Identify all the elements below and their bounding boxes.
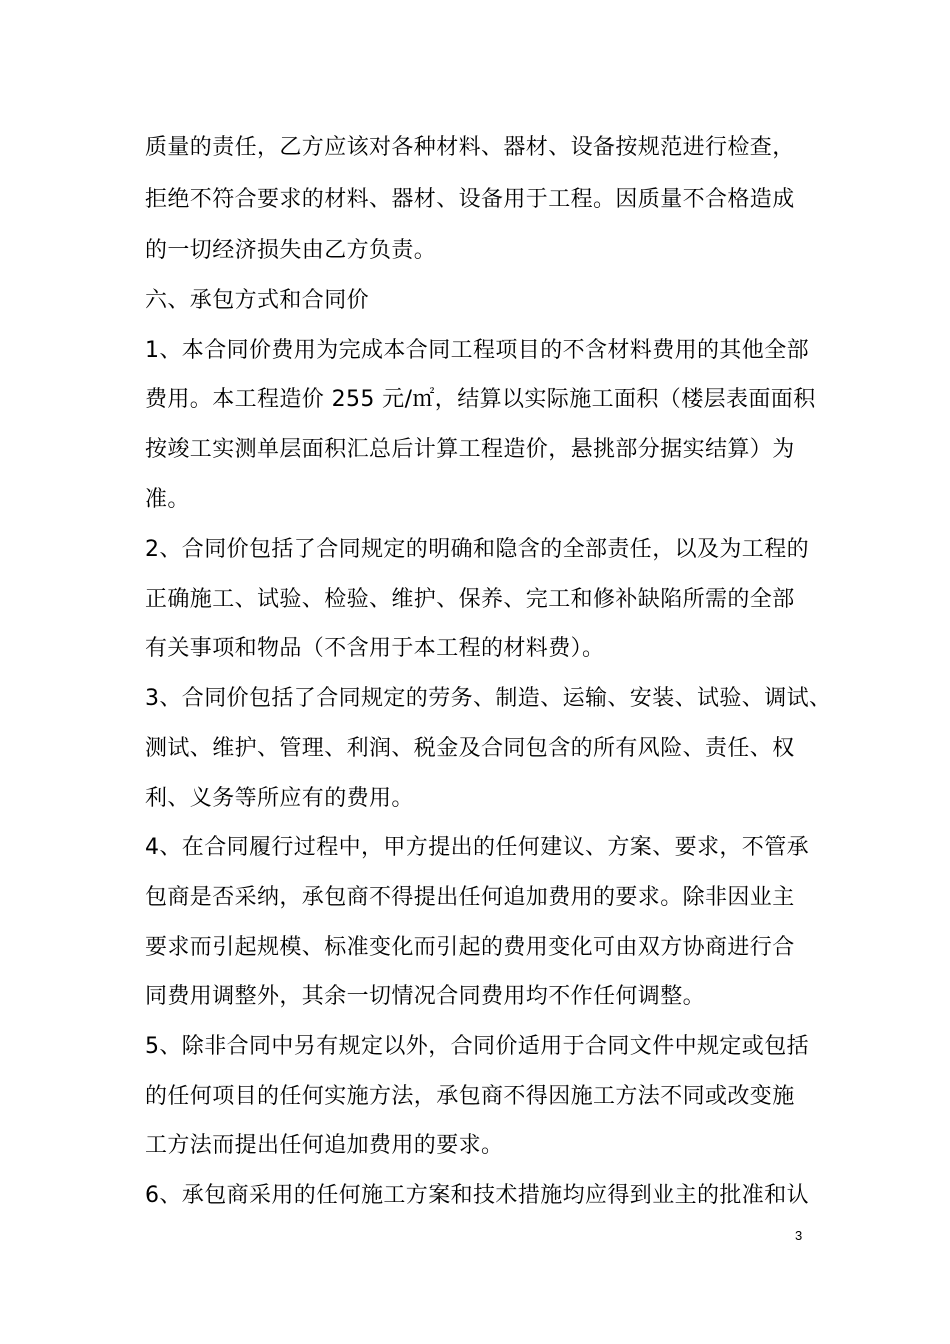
text-line: 的一切经济损失由乙方负责。 [145, 238, 437, 263]
text-line: 4、在合同履行过程中，甲方提出的任何建议、方案、要求，不管承 [145, 835, 809, 860]
text-line: 质量的责任，乙方应该对各种材料、器材、设备按规范进行检查， [145, 135, 795, 160]
text-line: 包商是否采纳，承包商不得提出任何追加费用的要求。除非因业主 [145, 885, 795, 910]
text-line: 要求而引起规模、标准变化而引起的费用变化可由双方协商进行合 [145, 935, 795, 960]
text-line: 利、义务等所应有的费用。 [145, 786, 414, 811]
text-line: 1、本合同价费用为完成本合同工程项目的不含材料费用的其他全部 [145, 338, 809, 363]
text-line: 按竣工实测单层面积汇总后计算工程造价，悬挑部分据实结算）为 [145, 437, 795, 462]
section-heading: 六、承包方式和合同价 [145, 288, 370, 313]
text-line: 2、合同价包括了合同规定的明确和隐含的全部责任，以及为工程的 [145, 537, 809, 562]
text-line: 5、除非合同中另有规定以外，合同价适用于合同文件中规定或包括 [145, 1034, 809, 1059]
text-line: 同费用调整外，其余一切情况合同费用均不作任何调整。 [145, 984, 706, 1009]
text-line: 的任何项目的任何实施方法，承包商不得因施工方法不同或改变施 [145, 1084, 795, 1109]
text-line: 6、承包商采用的任何施工方案和技术措施均应得到业主的批准和认 [145, 1183, 809, 1208]
page-number: 3 [795, 1228, 803, 1243]
text-line: 工方法而提出任何追加费用的要求。 [145, 1133, 504, 1158]
text-line: 正确施工、试验、检验、维护、保养、完工和修补缺陷所需的全部 [145, 587, 795, 612]
text-line: 拒绝不符合要求的材料、器材、设备用于工程。因质量不合格造成 [145, 187, 795, 212]
text-line: 有关事项和物品（不含用于本工程的材料费）。 [145, 636, 605, 661]
text-line: 准。 [145, 487, 190, 512]
text-line: 测试、维护、管理、利润、税金及合同包含的所有风险、责任、权 [145, 736, 795, 761]
text-line: 3、合同价包括了合同规定的劳务、制造、运输、安装、试验、调试、 [145, 686, 832, 711]
text-line: 费用。本工程造价 255 元/㎡，结算以实际施工面积（楼层表面面积 [145, 387, 816, 412]
